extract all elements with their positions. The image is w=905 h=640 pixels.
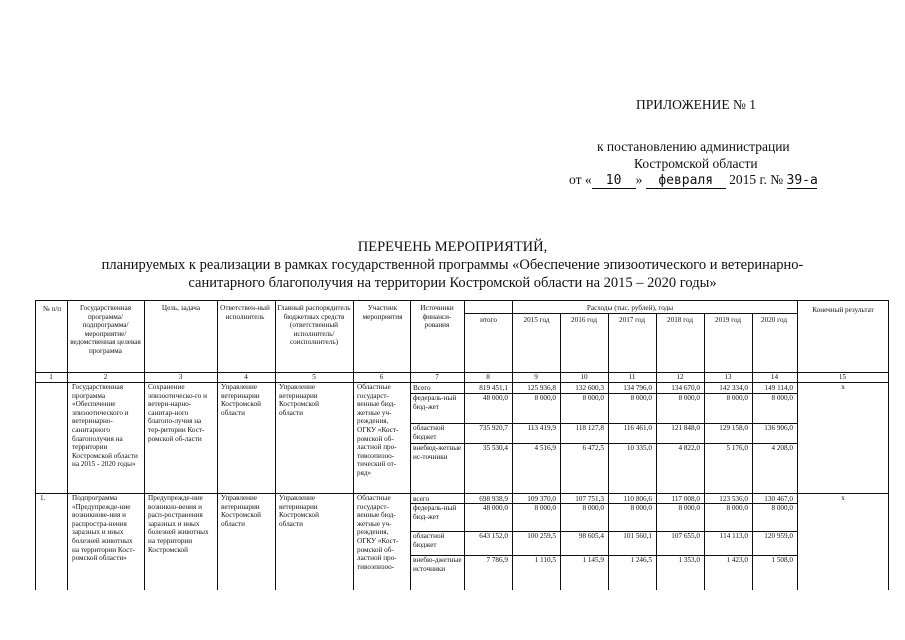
column-number: 4 [244,373,248,381]
funding-value-cell: 8 000,0 [726,504,748,512]
date-prefix: от « [569,172,592,187]
funding-value-cell: 735 920,7 [479,424,508,432]
funding-value-cell: 48 000,0 [482,394,508,402]
funding-value-cell: 136 906,0 [764,424,793,432]
funding-row-separator [410,555,797,556]
funding-row-separator [410,503,797,504]
funding-value-cell: 4 208,0 [771,444,793,452]
funding-value-cell: 118 127,8 [575,424,604,432]
table-column-line [888,300,889,590]
table-column-line [410,300,411,590]
column-number: 2 [103,373,108,381]
funding-value-cell: 6 472,5 [582,444,604,452]
funding-value-cell: 132 600,3 [575,384,604,392]
funding-value-cell: 142 334,0 [719,384,748,392]
funding-row-separator [410,393,797,394]
funding-value-cell: 134 796,0 [623,384,652,392]
header-num: № п/п [42,305,62,313]
funding-source-name: внебюд-жетные ис-точники [413,444,462,461]
funding-value-cell: 8 000,0 [678,504,700,512]
funding-value-cell: 1 353,0 [678,556,700,564]
funding-row-separator [410,443,797,444]
table-expenses-header-line [464,313,797,314]
row2-num: 1. [40,494,46,502]
row2-program: Подпрограмма «Предупрежде-ние возникнове-ния и распростра-нения заразных и иных болезней животных на территории Кост-ромской области» [72,494,135,563]
funding-value-cell: 819 451,1 [479,384,508,392]
header-goal: Цель, задача [161,304,201,312]
date-day: 10 [592,174,636,189]
table-column-line [560,313,561,590]
funding-value-cell: 1 423,0 [726,556,748,564]
column-number: 7 [435,373,439,381]
funding-row-separator [410,531,797,532]
table-column-line [275,300,276,590]
row1-participant: Областные государст-венные бюд-жетные уч-реждения, ОГКУ «Кост-ромской об-ластной про-тивоэпизоо-тический от-ряд» [357,383,399,477]
column-number: 9 [534,373,538,381]
funding-value-cell: 8 000,0 [771,504,793,512]
funding-value-cell: 8 000,0 [582,504,604,512]
funding-value-cell: 117 008,0 [671,495,700,503]
funding-value-cell: 8 000,0 [771,394,793,402]
funding-value-cell: 8 000,0 [678,394,700,402]
funding-value-cell: 1 110,5 [534,556,556,564]
funding-source-name: федераль-ный бюд-жет [413,394,457,411]
funding-value-cell: 130 467,0 [764,495,793,503]
table-border-top [35,300,888,301]
table-column-line [656,313,657,590]
date-mid: » [635,172,643,187]
funding-source-name: всего [413,495,430,503]
row2-participant: Областные государст-венные бюд-жетные уч-реждения, ОГКУ «Кост-ромской об-ластной про-тивоэпизоо- [357,494,399,571]
funding-value-cell: 8 000,0 [630,394,652,402]
funding-value-cell: 107 655,0 [671,532,700,540]
funding-value-cell: 149 114,0 [764,384,793,392]
row2-manager: Управление ветеринарии Костромской области [279,494,319,528]
funding-value-cell: 113 419,9 [527,424,556,432]
date-number: 39-а [786,173,818,188]
table-column-line [353,300,354,590]
funding-value-cell: 100 259,5 [527,532,556,540]
header-program: Государственная программа/ подпрограмма/ мероприятие/ ведомственная целевая программа [70,304,141,355]
funding-value-cell: 1 246,5 [630,556,652,564]
funding-source-name: Всего [413,384,431,392]
header-total: итого [480,316,497,324]
header-2017: 2017 год [619,316,645,324]
table-column-line [35,300,36,590]
funding-source-name: областной бюджет [413,424,445,441]
header-participant: Участник мероприятия [362,304,403,321]
header-executor: Ответствен-ный исполнитель [220,304,270,321]
header-2020: 2020 год [761,316,787,324]
funding-value-cell: 8 000,0 [582,394,604,402]
column-number: 5 [312,373,316,381]
funding-value-cell: 134 670,0 [671,384,700,392]
appendix-title: ПРИЛОЖЕНИЕ № 1 [636,97,757,112]
row2-result: х [841,494,845,502]
doc-title-line1: ПЕРЕЧЕНЬ МЕРОПРИЯТИЙ, [357,239,548,255]
funding-value-cell: 120 959,0 [764,532,793,540]
header-sources: Источники финанси-рования [420,304,454,330]
row1-manager: Управление ветеринарии Костромской области [279,383,319,417]
doc-title-line2: планируемых к реализации в рамках государственной программы «Обеспечение эпизоотического и ветеринарно- [101,257,804,273]
funding-row-separator [410,423,797,424]
funding-source-name: федераль-ный бюд-жет [413,504,457,521]
date-year: 2015 г. № [729,172,784,187]
funding-value-cell: 101 560,1 [623,532,652,540]
funding-value-cell: 109 370,0 [527,495,556,503]
funding-value-cell: 35 530,4 [482,444,508,452]
row1-goal: Сохранение эпизоотическо-го и ветери-нарно-санитар-ного благопо-лучия на тер-ритории Кост-ромской об-ласти [148,383,207,443]
table-column-line [144,300,145,590]
funding-value-cell: 7 786,9 [486,556,508,564]
row2-executor: Управление ветеринарии Костромской области [221,494,261,528]
row1-program: Государственная программа «Обеспечение эпизоотического и ветеринарно-санитарного благополучия на территории Костромской области на 2015 - 2020 годы» [72,383,138,469]
funding-value-cell: 5 176,0 [726,444,748,452]
header-2019: 2019 год [715,316,741,324]
column-number: 12 [676,373,684,381]
column-number: 10 [580,373,588,381]
funding-value-cell: 125 936,8 [527,384,556,392]
table-row-separator [35,493,888,494]
funding-value-cell: 114 113,0 [719,532,748,540]
funding-value-cell: 10 335,0 [626,444,652,452]
funding-source-name: внебю-джетные источники [413,556,462,573]
funding-value-cell: 129 158,0 [719,424,748,432]
funding-value-cell: 107 751,3 [575,495,604,503]
column-number: 8 [486,373,490,381]
header-2016: 2016 год [571,316,597,324]
funding-value-cell: 98 605,4 [578,532,604,540]
table-column-line [608,313,609,590]
funding-value-cell: 643 152,0 [479,532,508,540]
table-column-line [464,300,465,590]
row1-result: х [841,383,845,391]
funding-value-cell: 4 516,9 [534,444,556,452]
table-colnum-bottom [35,382,888,383]
funding-value-cell: 8 000,0 [534,504,556,512]
funding-value-cell: 4 822,0 [678,444,700,452]
column-number: 11 [628,373,636,381]
table-header-bottom [35,372,888,373]
row1-executor: Управление ветеринарии Костромской области [221,383,261,417]
funding-value-cell: 48 000,0 [482,504,508,512]
table-column-line [704,313,705,590]
doc-title-line3: санитарного благополучия на территории Костромской области на 2015 – 2020 годы» [188,275,717,291]
funding-value-cell: 8 000,0 [630,504,652,512]
header-2015: 2015 год [523,316,550,324]
funding-value-cell: 116 461,0 [623,424,652,432]
column-number: 6 [379,373,384,381]
funding-value-cell: 121 848,0 [671,424,700,432]
appendix-line2: Костромской области [634,156,758,171]
table-column-line [512,300,513,590]
appendix-line1: к постановлению администрации [597,139,790,154]
funding-value-cell: 698 938,9 [479,495,508,503]
column-number: 1 [49,373,53,381]
funding-value-cell: 8 000,0 [534,394,556,402]
table-column-line [752,313,753,590]
funding-value-cell: 110 806,6 [623,495,652,503]
column-number: 15 [838,373,847,381]
table-column-line [67,300,68,590]
header-manager: Главный распорядитель бюджетных средств (ответственный исполнитель/ соисполнитель) [277,304,351,347]
funding-value-cell: 1 508,0 [771,556,793,564]
date-month: февраля [646,174,726,189]
funding-source-name: областной бюджет [413,532,445,549]
table-column-line [797,300,798,590]
row2-goal: Предупрежде-ние возникно-вения и расп-ространения заразных и иных болезней животных на территории Костромской [148,494,209,554]
column-number: 14 [770,373,779,381]
funding-value-cell: 123 536,0 [719,495,748,503]
funding-value-cell: 8 000,0 [726,394,748,402]
table-column-line [217,300,218,590]
header-expenses: Расходы (тыс. рублей), годы [586,304,674,312]
column-number: 13 [724,373,732,381]
header-result: Конечный результат [812,306,874,314]
header-2018: 2018 год [667,316,693,324]
funding-value-cell: 1 145,9 [582,556,604,564]
column-number: 3 [178,373,183,381]
